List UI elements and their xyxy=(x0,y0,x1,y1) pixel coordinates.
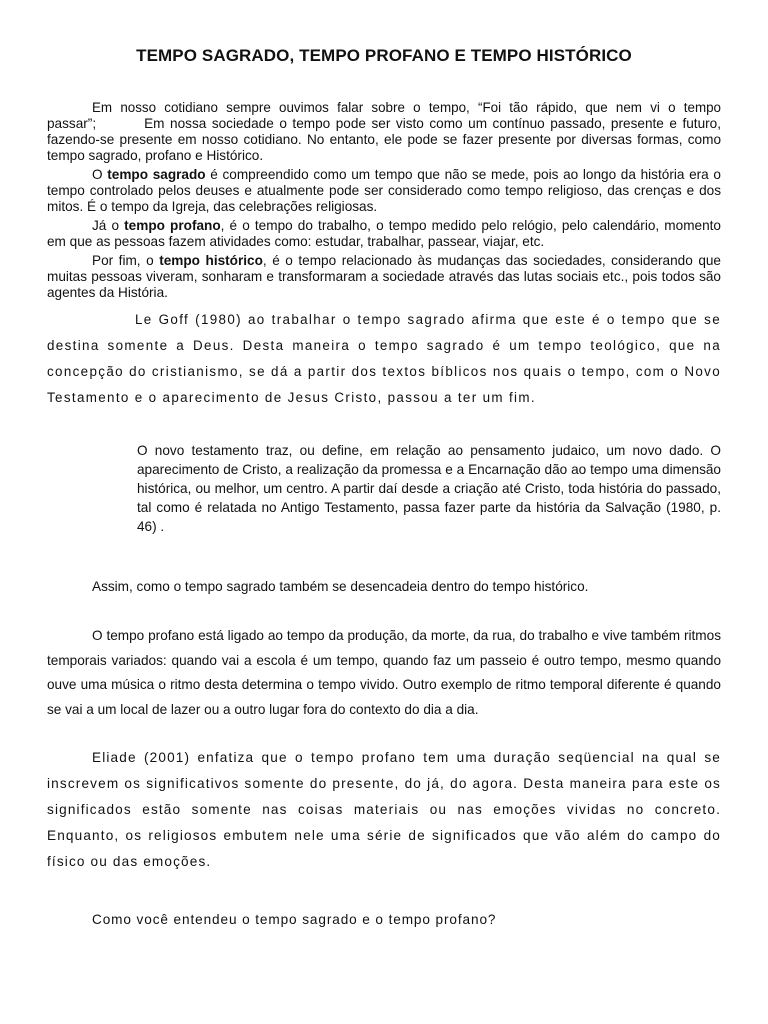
intro-section xyxy=(47,100,721,304)
profano-paragraph: O tempo profano está ligado ao tempo da produção, da morte, da rua, do trabalho e vive também ritmos temporais variados: quando vai a escola é um tempo, quando faz um passeio é outro tempo, mesmo quando ouve uma música o ritmo desta determina o tempo vivido. Outro exemplo de ritmo temporal diferente é quando se vai a um local de lazer ou a outro lugar fora do contexto do dia a dia. xyxy=(47,628,721,717)
question-wrap xyxy=(47,912,721,927)
eliade-paragraph-wrap xyxy=(47,745,721,875)
block-quote: O novo testamento traz, ou define, em relação ao pensamento judaico, um novo dado. O aparecimento de Cristo, a realização da promessa e a Encarnação dão ao tempo uma dimensão histórica, ou melhor, um centro. A partir daí desde a criação até Cristo, toda história do passado, tal como é relatada no Antigo Testamento, passa fazer parte da história da Salvação (1980, p. 46) . xyxy=(137,443,721,534)
paragraph-tempo-sagrado: O tempo sagrado é compreendido como um tempo que não se mede, pois ao longo da história era o tempo controlado pelos deuses e atualmente pode ser considerado como tempo religioso, das crenças e dos mitos. É o tempo da Igreja, das celebrações religiosas. xyxy=(47,167,721,214)
profano-paragraph-wrap xyxy=(47,624,721,722)
eliade-paragraph: Eliade (2001) enfatiza que o tempo profano tem uma duração seqüencial na qual se inscrevem os significativos somente do presente, do já, do agora. Desta maneira para este os significados estão somente nas coisas materiais ou nas emoções vividas no concreto. Enquanto, os religiosos embutem nele uma série de significados que vão além do campo do físico ou das emoções. xyxy=(47,750,721,869)
paragraph-tempo-profano: Já o tempo profano, é o tempo do trabalho, o tempo medido pelo relógio, pelo calendário, momento em que as pessoas fazem atividades como: estudar, trabalhar, passear, viajar, etc. xyxy=(47,218,721,249)
term-tempo-historico: tempo histórico xyxy=(159,253,263,268)
document-title: TEMPO SAGRADO, TEMPO PROFANO E TEMPO HISTÓRICO xyxy=(136,46,632,65)
paragraph-tempo-historico: Por fim, o tempo histórico, é o tempo relacionado às mudanças das sociedades, considerando que muitas pessoas viveram, sonharam e transformaram a sociedade através das lutas sociais etc., pois todos são agentes da História. xyxy=(47,253,721,300)
assim-wrap xyxy=(47,579,721,594)
legoff-paragraph-wrap xyxy=(47,307,721,411)
intro-line-1: Em nosso cotidiano sempre ouvimos falar sobre o tempo, “Foi tão rápido, que nem vi o tempo xyxy=(92,100,721,115)
intro-line-2: passar”; Em nossa sociedade o tempo pode ser visto como um contínuo passado, presente e futuro, fazendo-se presente em nosso cotidiano. No entanto, ele pode se fazer presente por diversas formas, como tempo sagrado, profano e Histórico. xyxy=(47,116,721,163)
legoff-paragraph: Le Goff (1980) ao trabalhar o tempo sagrado afirma que este é o tempo que se destina somente a Deus. Desta maneira o tempo sagrado é um tempo teológico, que na concepção do cristianismo, se dá a partir dos textos bíblicos nos quais o tempo, com o Novo Testamento e o aparecimento de Jesus Cristo, passou a ter um fim. xyxy=(47,312,721,405)
question: Como você entendeu o tempo sagrado e o tempo profano? xyxy=(92,912,497,927)
term-tempo-sagrado: tempo sagrado xyxy=(107,167,206,182)
assim-paragraph: Assim, como o tempo sagrado também se desencadeia dentro do tempo histórico. xyxy=(92,579,589,594)
term-tempo-profano: tempo profano xyxy=(124,218,221,233)
